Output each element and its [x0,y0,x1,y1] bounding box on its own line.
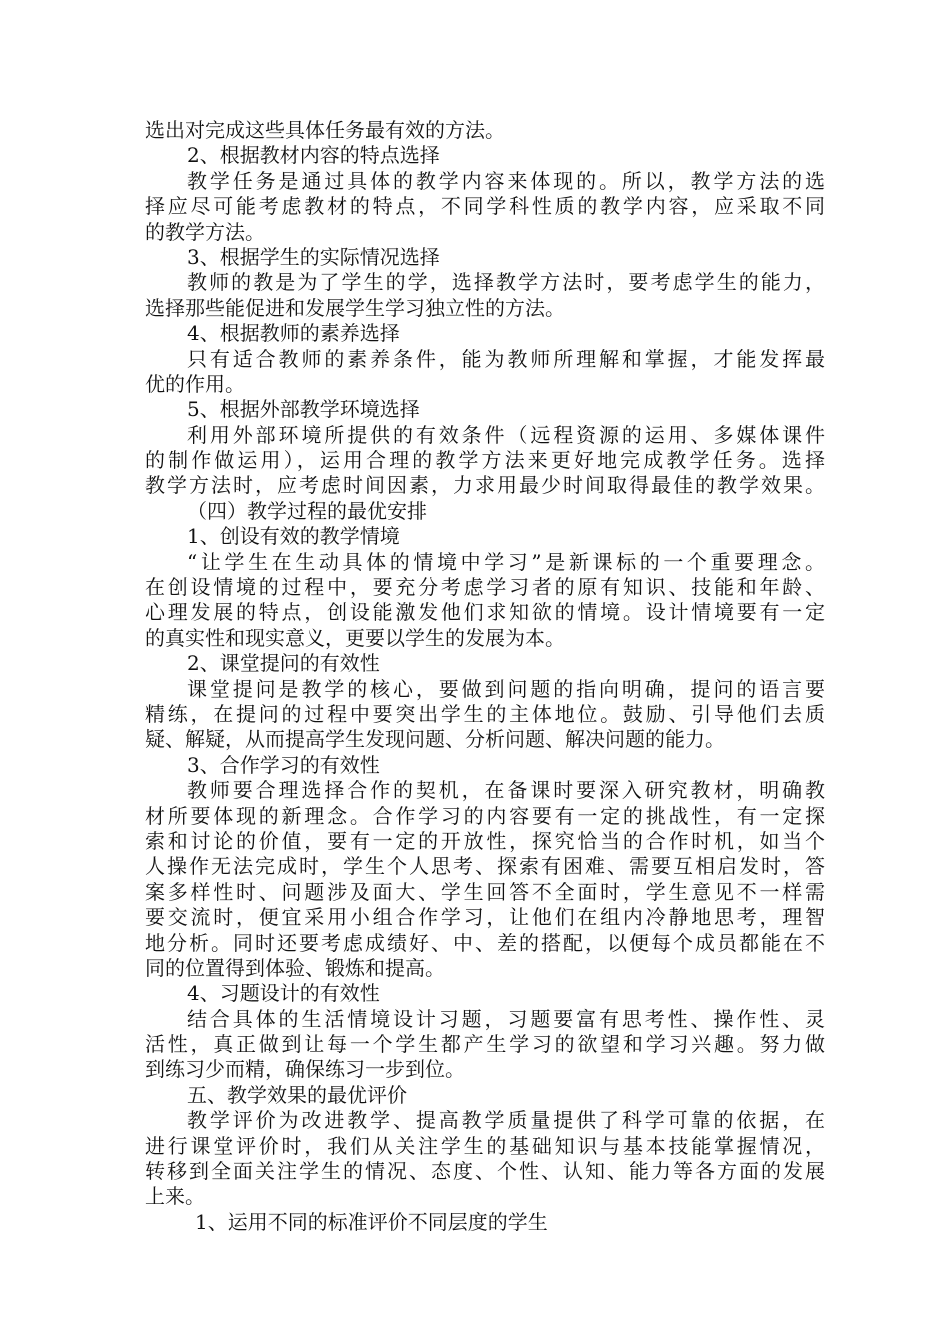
text-line: 选出对完成这些具体任务最有效的方法。 [145,118,505,142]
section-heading: 3、合作学习的有效性 [187,752,380,777]
text-line: 结合具体的生活情境设计习题，习题要富有思考性、操作性、灵 [187,1006,825,1031]
text-line: “让学生在生动具体的情境中学习”是新课标的一个重要理念。 [187,549,825,574]
text-line: 优的作用。 [145,371,245,396]
text-line: 精练，在提问的过程中要突出学生的主体地位。鼓励、引导他们去质 [145,701,825,726]
text-line: 教学方法时，应考虑时间因素，力求用最少时间取得最佳的教学效果。 [145,473,825,498]
text-line: 转移到全面关注学生的情况、态度、个性、认知、能力等各方面的发展 [145,1159,825,1184]
text-line: 的制作做运用），运用合理的教学方法来更好地完成教学任务。选择 [145,448,825,473]
text-line: 在创设情境的过程中，要充分考虑学习者的原有知识、技能和年龄、 [145,575,825,600]
section-heading: 4、习题设计的有效性 [187,981,380,1006]
text-line: 要交流时，便宜采用小组合作学习，让他们在组内冷静地思考，理智 [145,905,825,930]
text-line: 只有适合教师的素养条件，能为教师所理解和掌握，才能发挥最 [187,346,825,371]
section-heading: 1、创设有效的教学情境 [187,524,400,549]
section-heading: 4、根据教师的素养选择 [187,321,400,346]
text-line: 索和讨论的价值，要有一定的开放性，探究恰当的合作时机，如当个 [145,828,825,853]
text-line: 进行课堂评价时，我们从关注学生的基础知识与基本技能掌握情况， [145,1133,825,1158]
section-heading: 2、课堂提问的有效性 [187,651,380,676]
section-heading: 2、根据教材内容的特点选择 [187,143,440,168]
text-line: 教师要合理选择合作的契机，在备课时要深入研究教材，明确教 [187,778,825,803]
text-line: 材所要体现的新理念。合作学习的内容要有一定的挑战性，有一定探 [145,803,825,828]
text-line: 上来。 [145,1184,205,1209]
text-line: 教学评价为改进教学、提高教学质量提供了科学可靠的依据，在 [187,1108,825,1133]
text-line: 利用外部环境所提供的有效条件（远程资源的运用、多媒体课件 [187,422,825,447]
text-line: 案多样性时、问题涉及面大、学生回答不全面时，学生意见不一样需 [145,879,825,904]
text-line: 同的位置得到体验、锻炼和提高。 [145,955,445,980]
text-line: 选择那些能促进和发展学生学习独立性的方法。 [145,295,565,320]
text-line: 到练习少而精，确保练习一步到位。 [145,1057,465,1082]
text-line: 人操作无法完成时，学生个人思考、探索有困难、需要互相启发时，答 [145,854,825,879]
section-heading: 3、根据学生的实际情况选择 [187,244,440,269]
text-line: 的教学方法。 [145,219,265,244]
text-line: 的真实性和现实意义，更要以学生的发展为本。 [145,625,565,650]
section-heading: 五、教学效果的最优评价 [187,1082,407,1107]
text-line: 教学任务是通过具体的教学内容来体现的。所以，教学方法的选 [187,168,825,193]
text-line: 择应尽可能考虑教材的特点，不同学科性质的教学内容，应采取不同 [145,194,825,219]
section-heading: （四）教学过程的最优安排 [187,498,427,523]
text-line: 活性，真正做到让每一个学生都产生学习的欲望和学习兴趣。努力做 [145,1032,825,1057]
document-page [145,118,825,1235]
text-line: 课堂提问是教学的核心，要做到问题的指向明确，提问的语言要 [187,676,825,701]
text-line: 疑、解疑，从而提高学生发现问题、分析问题、解决问题的能力。 [145,727,725,752]
text-line: 地分析。同时还要考虑成绩好、中、差的搭配，以便每个成员都能在不 [145,930,825,955]
section-heading: 5、根据外部教学环境选择 [187,397,420,422]
text-line: 教师的教是为了学生的学，选择教学方法时，要考虑学生的能力， [187,270,825,295]
text-line: 心理发展的特点，创设能激发他们求知欲的情境。设计情境要有一定 [145,600,825,625]
section-heading: 1、运用不同的标准评价不同层度的学生 [195,1209,548,1234]
